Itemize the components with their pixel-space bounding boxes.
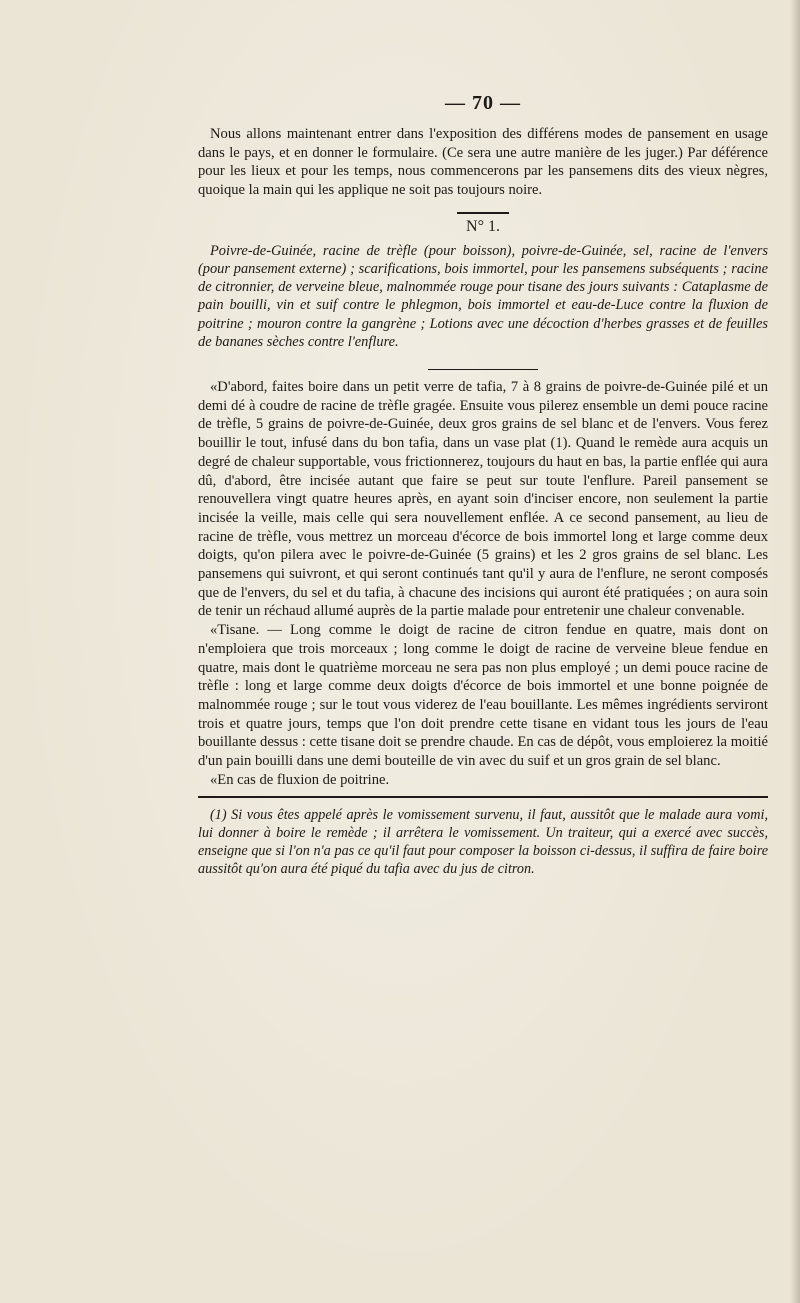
- page-number: — 70 —: [445, 92, 521, 114]
- body-paragraph-1: «D'abord, faites boire dans un petit verre de tafia, 7 à 8 grains de poivre-de-Guinée pilé et un demi dé à coudre de racine de trèfle gragée. Ensuite vous pilerez ensemble un demi pouce racine de trèfle, 5 grains de poivre-de-Guinée, deux gros grains de sel blanc et de l'envers. Vous ferez bouillir le tout, infusé dans du bon tafia, dans un vase plat (1). Quand le remède aura acquis un degré de chaleur supportable, vous frictionnerez, toujours du haut en bas, la partie enflée qui aura dû, d'abord, être incisée autant que faire se peut sur toute l'enflure. Pareil pansement se renouvellera vingt quatre heures après, en ayant soin d'inciser encore, non seulement la partie incisée la veille, mais celle qui sera nouvellement enflée. A ce second pansement, au lieu de racine de trèfle, vous mettrez un morceau d'écorce de bois immortel long et large comme deux doigts, qu'on pilera avec le poivre-de-Guinée (5 grains) et les 2 gros grains de sel blanc. Les pansemens qui suivront, et qui seront continués tant qu'il y aura de l'enflure, ne seront composés que de l'envers, du sel et du tafia, à chacune des incisions qui auront été pratiquées ; on aura soin de tenir un réchaud allumé auprès de la partie malade pour entretenir une chaleur convenable.: [198, 379, 768, 620]
- body-paragraph-2: «Tisane. — Long comme le doigt de racine de citron fendue en quatre, mais dont on n'emploiera que trois morceaux ; long comme le doigt de racine de verveine bleue fendue en quatre, mais dont le quatrième morceau ne sera pas non plus employé ; un demi pouce racine de trèfle : long et large comme deux doigts d'écorce de bois immortel et une bonne poignée de malnommée rouge ; sur le tout vous viderez de l'eau bouillante. Les mêmes ingrédients serviront trois et quatre jours, temps que l'on doit prendre cette tisane en vidant tous les jours de l'eau bouillante dessus : cette tisane doit se prendre chaude. En cas de dépôt, vous emploierez la moitié d'un pain bouilli dans une demi bouteille de vin avec du suif et un gros grain de sel blanc.: [198, 622, 768, 770]
- page-content: [198, 92, 768, 878]
- section-summary: Poivre-de-Guinée, racine de trèfle (pour boisson), poivre-de-Guinée, sel, racine de l'envers (pour pansement externe) ; scarifications, bois immortel, pour les pansemens subséquents ; racine de citronnier, de verveine bleue, malnommée rouge pour tisane des jours suivants : Cataplasme de pain bouilli, vin et suif contre le phlegmon, bois immortel et eau-de-Luce contre la fluxion de poitrine ; mouron contre la gangrène ; Lotions avec une décoction d'herbes grasses et de feuilles de bananes sèches contre l'enflure.: [198, 242, 768, 350]
- footnote: (1) Si vous êtes appelé après le vomissement survenu, il faut, aussitôt que le malade aura vomi, lui donner à boire le remède ; il arrêtera le vomissement. Un traiteur, qui a exercé avec succès, enseigne que si l'on n'a pas ce qu'il faut pour composer la boisson ci-dessus, il suffira de faire boire aussitôt qu'on aura été piqué du tafia avec du jus de citron.: [198, 806, 768, 877]
- body-paragraph-3: «En cas de fluxion de poitrine.: [210, 771, 390, 788]
- summary-divider: [428, 369, 538, 370]
- section-title: N° 1.: [466, 217, 500, 235]
- section-rule: [457, 212, 509, 214]
- intro-paragraph: Nous allons maintenant entrer dans l'exposition des différens modes de pansement en usage dans le pays, et en donner le formulaire. (Ce sera une autre manière de les juger.) Par déférence pour les lieux et pour les temps, nous commencerons par les pansemens dits des vieux nègres, quoique la main qui les applique ne soit pas toujours noire.: [198, 126, 768, 199]
- footnote-rule: [198, 796, 768, 798]
- page-edge-shadow: [790, 0, 800, 1303]
